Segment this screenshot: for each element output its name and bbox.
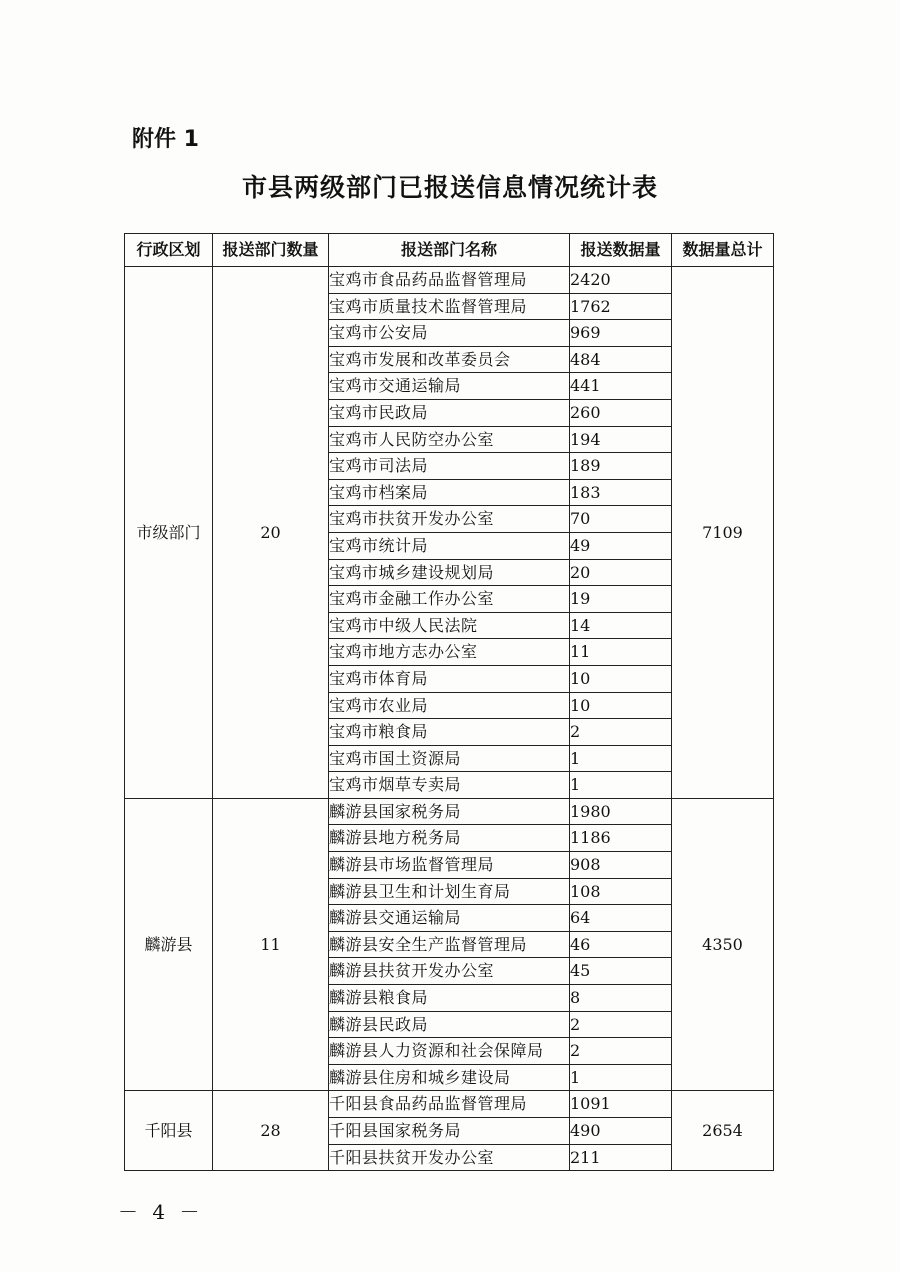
dept-name-cell: 麟游县扶贫开发办公室: [329, 958, 570, 985]
data-amount-cell: 10: [570, 692, 672, 719]
data-amount-cell: 2: [570, 1038, 672, 1065]
dept-name-cell: 麟游县市场监督管理局: [329, 852, 570, 879]
dept-name-cell: 宝鸡市发展和改革委员会: [329, 346, 570, 373]
attachment-label: 附件 1: [132, 127, 199, 152]
table-row: [125, 1091, 774, 1118]
dept-name-cell: 宝鸡市城乡建设规划局: [329, 559, 570, 586]
table-header-row: [125, 234, 774, 267]
dept-count-cell: 11: [213, 798, 329, 1091]
data-amount-cell: 46: [570, 931, 672, 958]
dept-name-cell: 宝鸡市公安局: [329, 320, 570, 347]
data-amount-cell: 108: [570, 878, 672, 905]
dept-name-cell: 宝鸡市地方志办公室: [329, 639, 570, 666]
data-amount-cell: 260: [570, 399, 672, 426]
data-amount-cell: 211: [570, 1144, 672, 1171]
page-title: 市县两级部门已报送信息情况统计表: [241, 173, 658, 202]
header-region: 行政区划: [125, 234, 213, 267]
data-amount-cell: 183: [570, 479, 672, 506]
dept-name-cell: 宝鸡市扶贫开发办公室: [329, 506, 570, 533]
table-body: [125, 267, 774, 1171]
dept-name-cell: 宝鸡市人民防空办公室: [329, 426, 570, 453]
data-amount-cell: 441: [570, 373, 672, 400]
data-amount-cell: 490: [570, 1118, 672, 1145]
data-amount-cell: 14: [570, 612, 672, 639]
data-total-cell: 4350: [672, 798, 774, 1091]
data-amount-cell: 1186: [570, 825, 672, 852]
data-amount-cell: 70: [570, 506, 672, 533]
dept-name-cell: 麟游县粮食局: [329, 985, 570, 1012]
data-amount-cell: 194: [570, 426, 672, 453]
data-amount-cell: 19: [570, 586, 672, 613]
header-data-amount: 报送数据量: [570, 234, 672, 267]
header-dept-name: 报送部门名称: [329, 234, 570, 267]
dept-count-cell: 20: [213, 267, 329, 799]
data-amount-cell: 49: [570, 532, 672, 559]
data-amount-cell: 1762: [570, 293, 672, 320]
data-amount-cell: 2420: [570, 267, 672, 294]
dept-name-cell: 麟游县人力资源和社会保障局: [329, 1038, 570, 1065]
data-amount-cell: 1091: [570, 1091, 672, 1118]
dept-name-cell: 宝鸡市统计局: [329, 532, 570, 559]
statistics-table: [124, 233, 774, 1171]
header-dept-count: 报送部门数量: [213, 234, 329, 267]
region-cell: 千阳县: [125, 1091, 213, 1171]
dept-name-cell: 宝鸡市烟草专卖局: [329, 772, 570, 799]
dept-name-cell: 宝鸡市粮食局: [329, 719, 570, 746]
region-cell: 市级部门: [125, 267, 213, 799]
dept-name-cell: 麟游县国家税务局: [329, 798, 570, 825]
table-row: [125, 267, 774, 294]
data-amount-cell: 11: [570, 639, 672, 666]
data-amount-cell: 2: [570, 719, 672, 746]
data-amount-cell: 484: [570, 346, 672, 373]
data-amount-cell: 908: [570, 852, 672, 879]
data-amount-cell: 2: [570, 1011, 672, 1038]
data-amount-cell: 20: [570, 559, 672, 586]
dept-name-cell: 麟游县住房和城乡建设局: [329, 1064, 570, 1091]
dept-name-cell: 宝鸡市食品药品监督管理局: [329, 267, 570, 294]
dept-name-cell: 麟游县地方税务局: [329, 825, 570, 852]
dept-name-cell: 麟游县民政局: [329, 1011, 570, 1038]
dept-name-cell: 宝鸡市农业局: [329, 692, 570, 719]
dept-name-cell: 千阳县食品药品监督管理局: [329, 1091, 570, 1118]
data-total-cell: 2654: [672, 1091, 774, 1171]
dept-name-cell: 宝鸡市司法局: [329, 453, 570, 480]
dept-name-cell: 宝鸡市中级人民法院: [329, 612, 570, 639]
dept-name-cell: 千阳县扶贫开发办公室: [329, 1144, 570, 1171]
data-amount-cell: 189: [570, 453, 672, 480]
dept-name-cell: 麟游县卫生和计划生育局: [329, 878, 570, 905]
dept-name-cell: 宝鸡市体育局: [329, 665, 570, 692]
data-amount-cell: 1: [570, 1064, 672, 1091]
dept-name-cell: 麟游县交通运输局: [329, 905, 570, 932]
data-amount-cell: 45: [570, 958, 672, 985]
page-number: － 4 －: [118, 1200, 204, 1224]
dept-name-cell: 宝鸡市档案局: [329, 479, 570, 506]
dept-name-cell: 千阳县国家税务局: [329, 1118, 570, 1145]
data-amount-cell: 1: [570, 772, 672, 799]
data-amount-cell: 10: [570, 665, 672, 692]
dept-name-cell: 宝鸡市金融工作办公室: [329, 586, 570, 613]
data-amount-cell: 1980: [570, 798, 672, 825]
dept-name-cell: 宝鸡市民政局: [329, 399, 570, 426]
table-row: [125, 798, 774, 825]
region-cell: 麟游县: [125, 798, 213, 1091]
dept-count-cell: 28: [213, 1091, 329, 1171]
data-amount-cell: 64: [570, 905, 672, 932]
dept-name-cell: 麟游县安全生产监督管理局: [329, 931, 570, 958]
data-amount-cell: 8: [570, 985, 672, 1012]
dept-name-cell: 宝鸡市质量技术监督管理局: [329, 293, 570, 320]
header-data-total: 数据量总计: [672, 234, 774, 267]
data-amount-cell: 1: [570, 745, 672, 772]
data-total-cell: 7109: [672, 267, 774, 799]
dept-name-cell: 宝鸡市交通运输局: [329, 373, 570, 400]
data-amount-cell: 969: [570, 320, 672, 347]
dept-name-cell: 宝鸡市国土资源局: [329, 745, 570, 772]
